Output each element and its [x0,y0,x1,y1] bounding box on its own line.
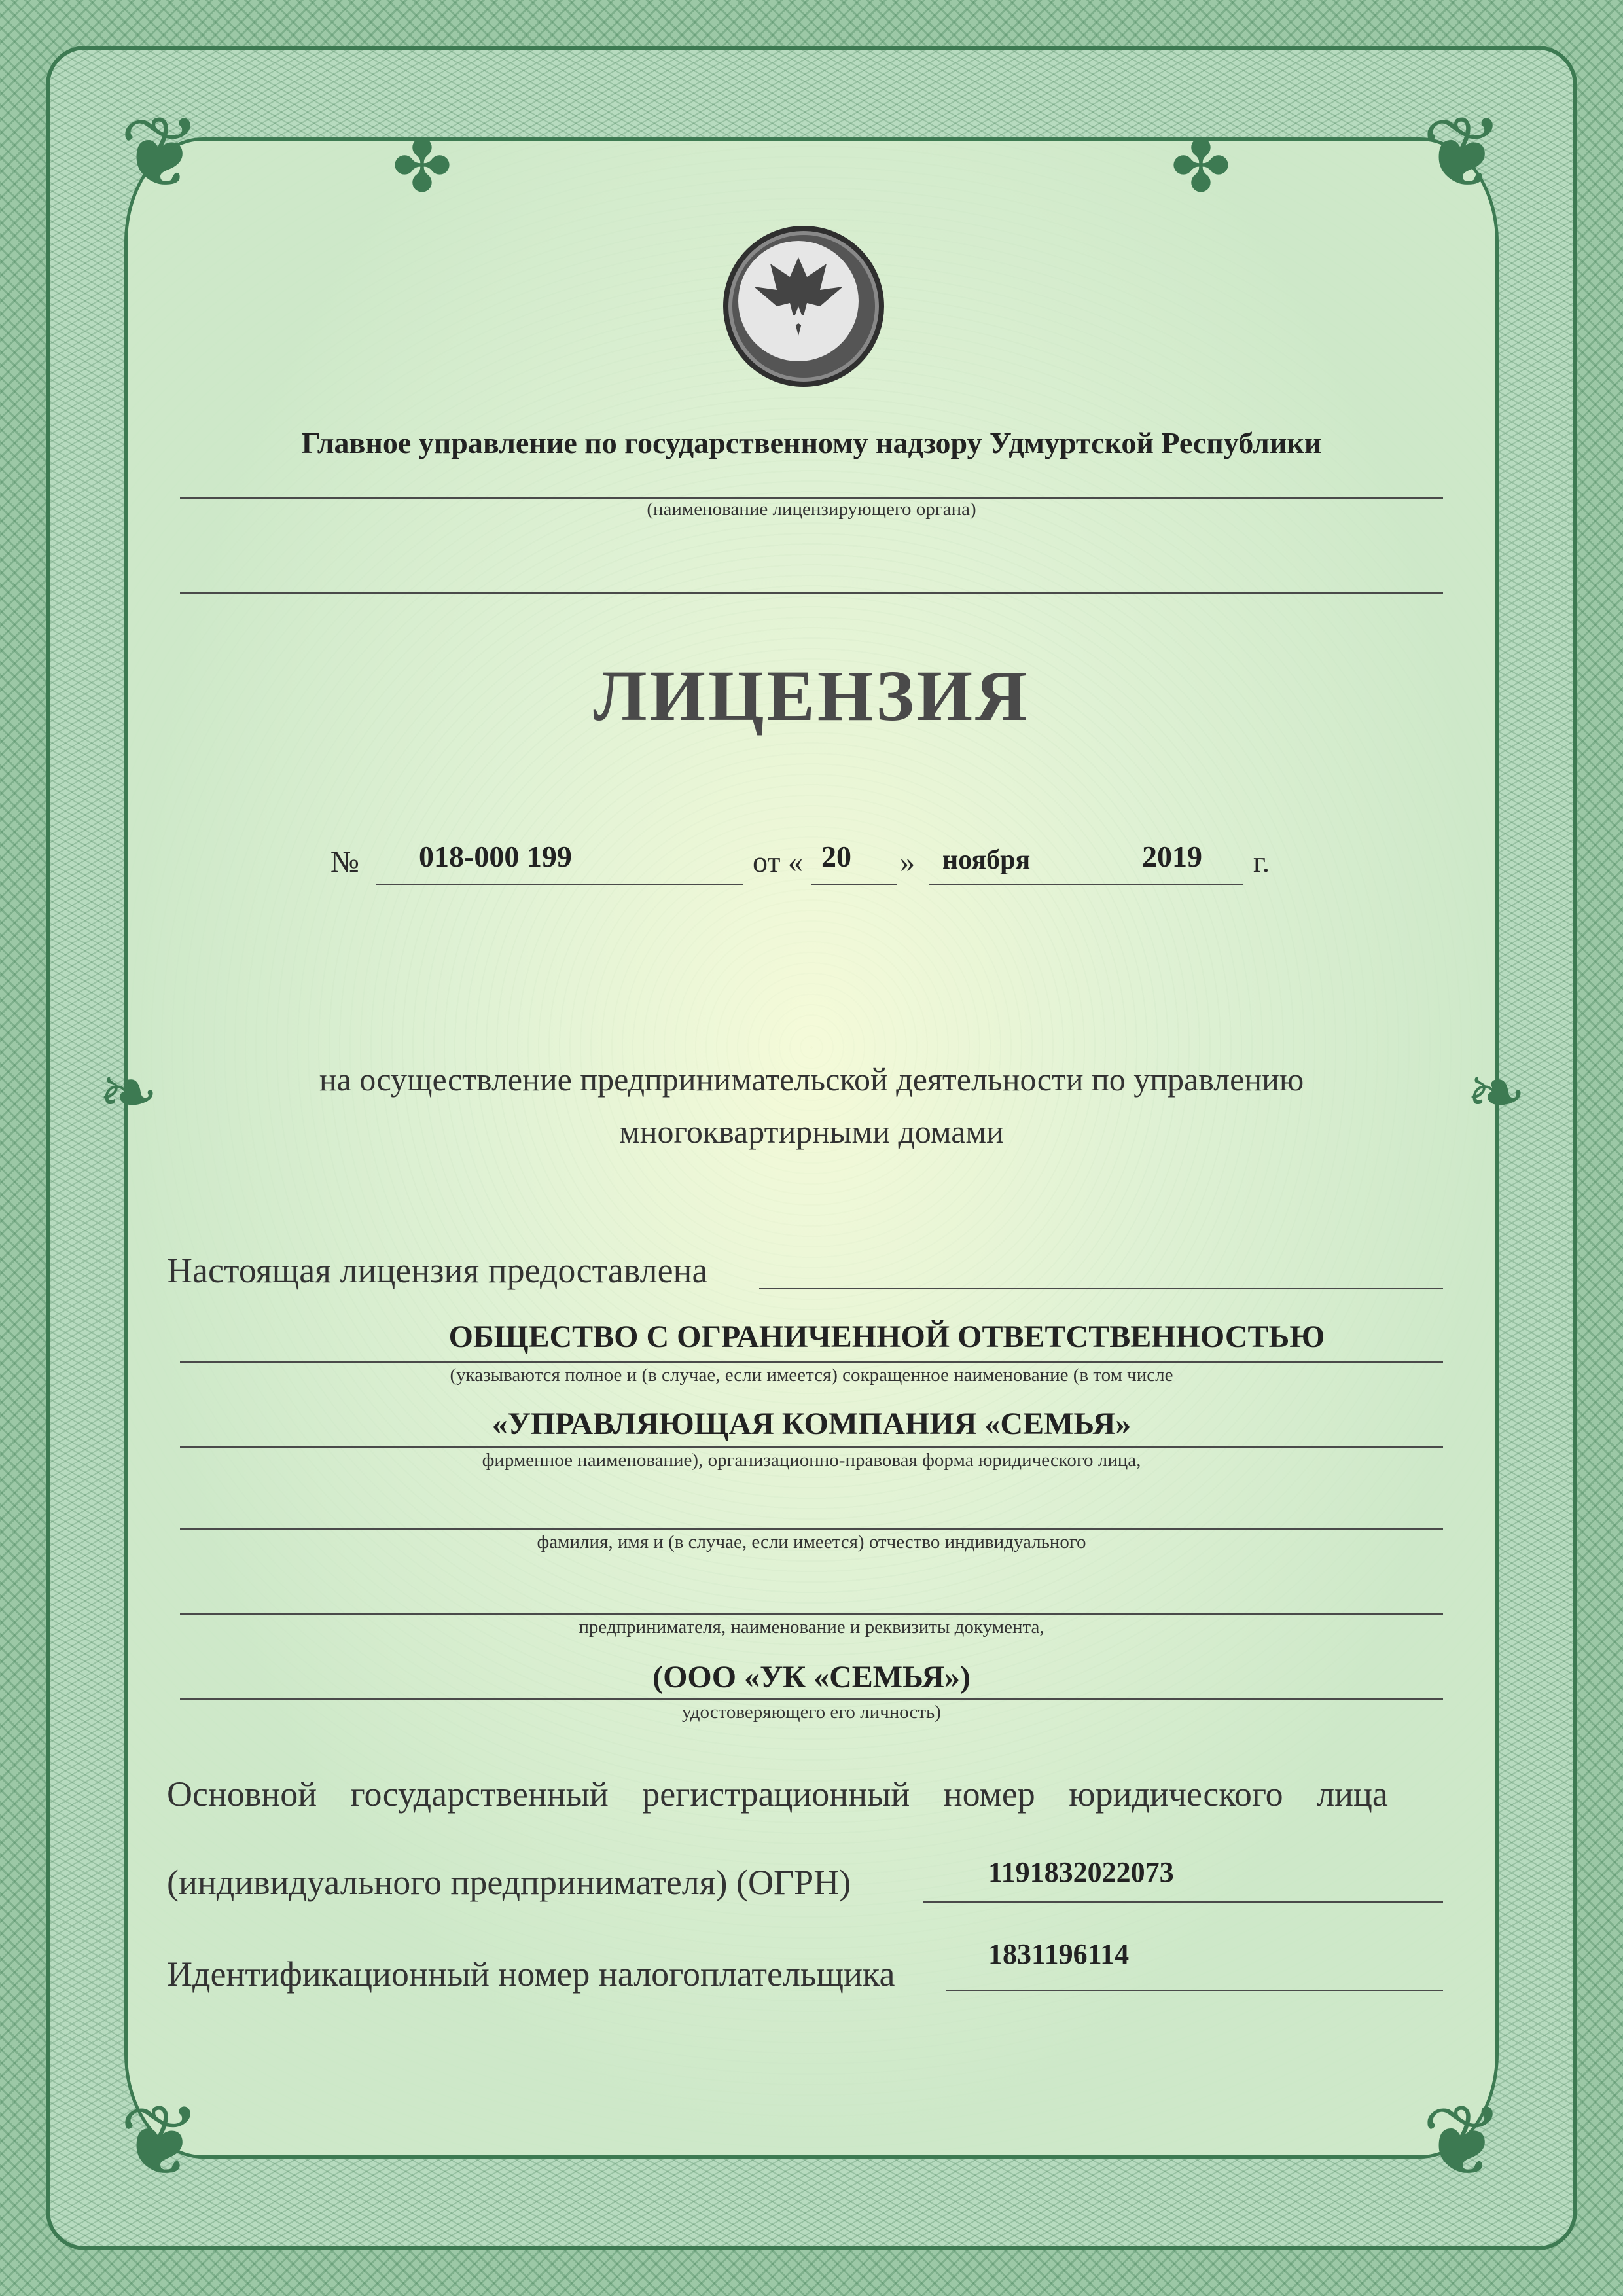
underline [946,1990,1443,1991]
inn-value: 1831196114 [988,1938,1130,1970]
license-number: 018-000 199 [419,840,572,873]
side-ornament-icon: ❧ [1466,1053,1527,1133]
year-suffix: г. [1253,845,1270,878]
licensee-short-name: (ООО «УК «СЕМЬЯ») [652,1660,971,1695]
licensee-name-line-2: «УПРАВЛЯЮЩАЯ КОМПАНИЯ «СЕМЬЯ» [491,1407,1132,1441]
number-sign: № [330,845,359,878]
licensing-authority: Главное управление по государственному надзору Удмуртской Республики [301,426,1322,459]
underline [759,1288,1443,1289]
licensee-caption-1: (указываются полное и (в случае, если имеется) сокращенное наименование (в том числе [450,1365,1173,1386]
top-ornament-icon: ✤ [1170,127,1232,207]
side-ornament-icon: ❧ [98,1053,159,1133]
underline [180,1698,1443,1700]
underline [180,1613,1443,1615]
license-year: 2019 [1142,840,1202,873]
licensee-caption-5: удостоверяющего его личность) [682,1702,941,1723]
ogrn-label-line-1: Основной государственный регистрационный номер юридического лица [167,1774,1388,1814]
corner-ornament-icon: ❦ [119,2088,202,2197]
license-day: 20 [821,840,851,873]
licensee-caption-4: предпринимателя, наименование и реквизиты документа, [579,1617,1044,1638]
activity-line-1: на осуществление предпринимательской деятельности по управлению [319,1061,1304,1098]
licensee-caption-2: фирменное наименование), организационно-правовая форма юридического лица, [482,1450,1141,1471]
licensee-caption-3: фамилия, имя и (в случае, если имеется) отчество индивидуального [537,1532,1086,1552]
underline [180,1361,1443,1363]
udmurt-emblem-icon [723,226,884,387]
underline [180,1446,1443,1448]
ogrn-value: 1191832022073 [988,1856,1174,1888]
document-title: ЛИЦЕНЗИЯ [593,656,1030,736]
underline [376,884,743,885]
activity-line-2: многоквартирными домами [619,1113,1004,1150]
underline [180,1528,1443,1530]
top-ornament-icon: ✤ [391,127,453,207]
underline [929,884,1243,885]
corner-ornament-icon: ❦ [119,99,202,208]
underline [180,592,1443,594]
licensing-authority-caption: (наименование лицензирующего органа) [647,499,976,520]
licensee-name-line-1: ОБЩЕСТВО С ОГРАНИЧЕННОЙ ОТВЕТСТВЕННОСТЬЮ [448,1319,1325,1354]
from-label: от « [753,845,803,878]
close-quote: » [900,845,915,878]
licensee-intro: Настоящая лицензия предоставлена [167,1251,708,1290]
underline [923,1901,1443,1903]
license-month: ноября [942,845,1031,875]
ogrn-label-line-2: (индивидуального предпринимателя) (ОГРН) [167,1863,851,1902]
inn-label: Идентификационный номер налогоплательщика [167,1954,895,1994]
corner-ornament-icon: ❦ [1421,99,1504,208]
underline [812,884,897,885]
corner-ornament-icon: ❦ [1421,2088,1504,2197]
